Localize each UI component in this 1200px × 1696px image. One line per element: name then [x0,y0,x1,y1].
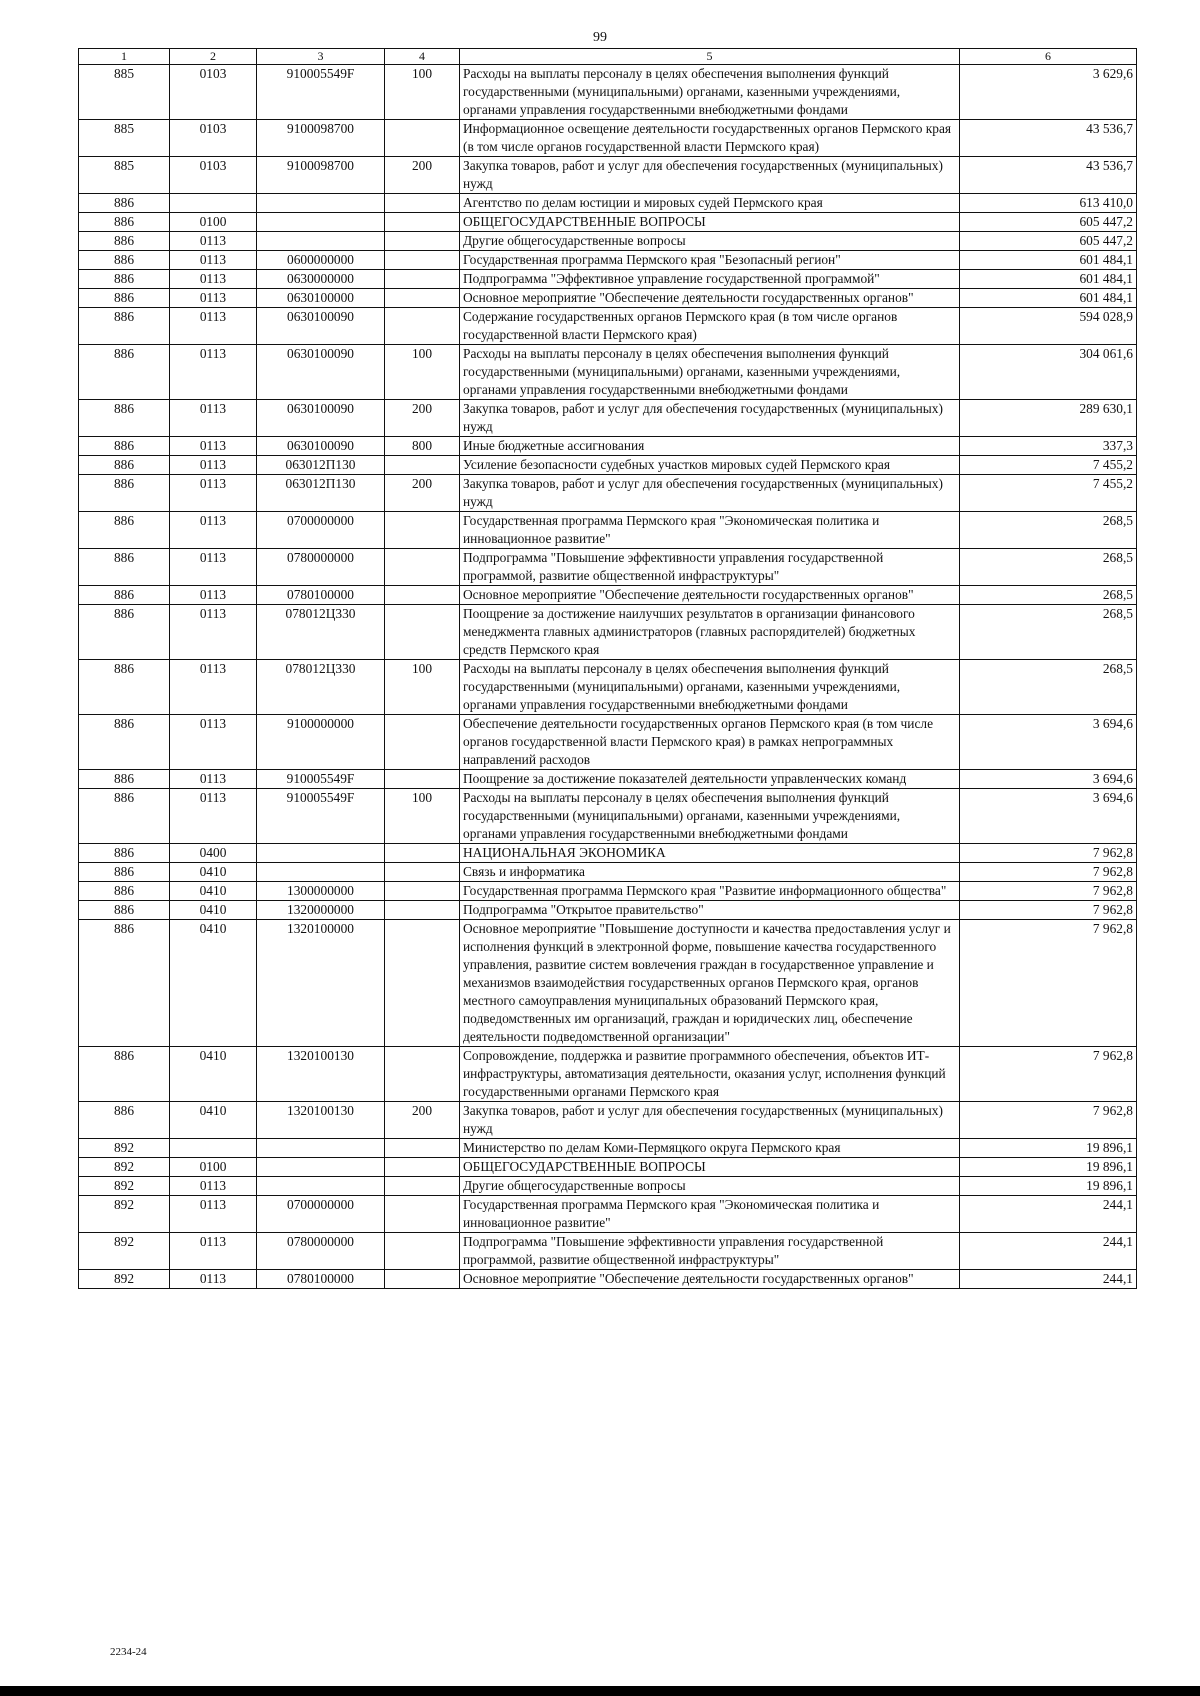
amount-cell: 7 962,8 [960,901,1137,920]
admin-code-cell: 886 [79,437,170,456]
amount-cell: 268,5 [960,660,1137,715]
expense-type-cell [385,270,460,289]
admin-code-cell: 892 [79,1158,170,1177]
amount-cell: 3 694,6 [960,715,1137,770]
description-cell: Основное мероприятие "Обеспечение деятельности государственных органов" [460,586,960,605]
admin-code-cell: 886 [79,586,170,605]
amount-cell: 7 962,8 [960,920,1137,1047]
table-row [79,308,1137,345]
expense-type-cell [385,882,460,901]
amount-cell: 7 962,8 [960,863,1137,882]
admin-code-cell: 886 [79,289,170,308]
table-row [79,251,1137,270]
description-cell: Агентство по делам юстиции и мировых судей Пермского края [460,194,960,213]
section-code-cell: 0103 [170,65,257,120]
amount-cell: 7 962,8 [960,1102,1137,1139]
amount-cell: 613 410,0 [960,194,1137,213]
description-cell: Государственная программа Пермского края "Безопасный регион" [460,251,960,270]
table-row [79,586,1137,605]
header-col-3: 3 [257,49,385,65]
section-code-cell: 0410 [170,901,257,920]
header-col-5: 5 [460,49,960,65]
admin-code-cell: 886 [79,308,170,345]
target-article-cell: 910005549F [257,789,385,844]
description-cell: Основное мероприятие "Обеспечение деятельности государственных органов" [460,1270,960,1289]
expense-type-cell [385,863,460,882]
target-article-cell: 0630100000 [257,289,385,308]
table-row [79,1196,1137,1233]
target-article-cell: 0700000000 [257,512,385,549]
table-row [79,120,1137,157]
section-code-cell: 0410 [170,863,257,882]
table-row [79,789,1137,844]
amount-cell: 605 447,2 [960,213,1137,232]
admin-code-cell: 892 [79,1196,170,1233]
amount-cell: 605 447,2 [960,232,1137,251]
admin-code-cell: 886 [79,1047,170,1102]
section-code-cell: 0113 [170,400,257,437]
description-cell: Закупка товаров, работ и услуг для обеспечения государственных (муниципальных) нужд [460,400,960,437]
description-cell: Государственная программа Пермского края "Экономическая политика и инновационное развитие" [460,512,960,549]
expense-type-cell: 200 [385,475,460,512]
amount-cell: 7 455,2 [960,456,1137,475]
admin-code-cell: 885 [79,120,170,157]
expense-type-cell [385,549,460,586]
table-row [79,512,1137,549]
expense-type-cell: 100 [385,660,460,715]
description-cell: Подпрограмма "Эффективное управление государственной программой" [460,270,960,289]
admin-code-cell: 886 [79,863,170,882]
expense-type-cell [385,1158,460,1177]
document-code: 2234-24 [110,1646,147,1658]
description-cell: Государственная программа Пермского края "Развитие информационного общества" [460,882,960,901]
admin-code-cell: 886 [79,605,170,660]
table-row [79,901,1137,920]
admin-code-cell: 886 [79,715,170,770]
target-article-cell [257,232,385,251]
target-article-cell: 0700000000 [257,1196,385,1233]
description-cell: Основное мероприятие "Обеспечение деятельности государственных органов" [460,289,960,308]
section-code-cell: 0113 [170,1233,257,1270]
description-cell: Расходы на выплаты персоналу в целях обеспечения выполнения функций государственными (муниципальными) органами, казенными учреждениями, органами управления государственными внебюджетными фондами [460,345,960,400]
table-row [79,863,1137,882]
admin-code-cell: 886 [79,213,170,232]
table-row [79,232,1137,251]
admin-code-cell: 886 [79,345,170,400]
expense-type-cell [385,232,460,251]
expense-type-cell [385,1177,460,1196]
description-cell: Закупка товаров, работ и услуг для обеспечения государственных (муниципальных) нужд [460,475,960,512]
target-article-cell: 9100098700 [257,157,385,194]
description-cell: Государственная программа Пермского края "Экономическая политика и инновационное развитие" [460,1196,960,1233]
admin-code-cell: 886 [79,789,170,844]
table-row [79,437,1137,456]
expense-type-cell [385,605,460,660]
target-article-cell: 0630100090 [257,308,385,345]
expense-type-cell [385,308,460,345]
page-number: 99 [593,30,607,45]
budget-table [78,48,1137,1289]
table-header-row [79,49,1137,65]
table-row [79,65,1137,120]
admin-code-cell: 886 [79,475,170,512]
admin-code-cell: 892 [79,1139,170,1158]
expense-type-cell [385,770,460,789]
admin-code-cell: 886 [79,194,170,213]
section-code-cell: 0113 [170,289,257,308]
target-article-cell: 910005549F [257,770,385,789]
target-article-cell [257,213,385,232]
expense-type-cell [385,844,460,863]
admin-code-cell: 886 [79,1102,170,1139]
section-code-cell: 0113 [170,770,257,789]
table-row [79,289,1137,308]
admin-code-cell: 886 [79,251,170,270]
target-article-cell: 0630100090 [257,437,385,456]
amount-cell: 244,1 [960,1270,1137,1289]
amount-cell: 3 694,6 [960,770,1137,789]
description-cell: Содержание государственных органов Пермского края (в том числе органов государственной власти Пермского края) [460,308,960,345]
table-row [79,1177,1137,1196]
table-row [79,715,1137,770]
table-row [79,270,1137,289]
target-article-cell [257,844,385,863]
amount-cell: 601 484,1 [960,270,1137,289]
amount-cell: 601 484,1 [960,289,1137,308]
expense-type-cell [385,901,460,920]
table-row [79,844,1137,863]
amount-cell: 601 484,1 [960,251,1137,270]
amount-cell: 19 896,1 [960,1139,1137,1158]
target-article-cell: 0630100090 [257,400,385,437]
section-code-cell: 0113 [170,1177,257,1196]
expense-type-cell: 800 [385,437,460,456]
section-code-cell: 0103 [170,157,257,194]
target-article-cell [257,1139,385,1158]
section-code-cell: 0113 [170,1270,257,1289]
amount-cell: 19 896,1 [960,1158,1137,1177]
description-cell: Иные бюджетные ассигнования [460,437,960,456]
section-code-cell: 0410 [170,920,257,1047]
table-row [79,1102,1137,1139]
target-article-cell [257,1158,385,1177]
target-article-cell: 0630100090 [257,345,385,400]
target-article-cell: 1300000000 [257,882,385,901]
expense-type-cell [385,1139,460,1158]
target-article-cell: 063012П130 [257,456,385,475]
table-row [79,400,1137,437]
target-article-cell: 0780000000 [257,549,385,586]
admin-code-cell: 885 [79,157,170,194]
expense-type-cell [385,213,460,232]
admin-code-cell: 886 [79,549,170,586]
section-code-cell: 0410 [170,882,257,901]
target-article-cell [257,194,385,213]
expense-type-cell [385,586,460,605]
description-cell: Усиление безопасности судебных участков мировых судей Пермского края [460,456,960,475]
expense-type-cell [385,1047,460,1102]
amount-cell: 244,1 [960,1233,1137,1270]
admin-code-cell: 886 [79,232,170,251]
header-col-2: 2 [170,49,257,65]
amount-cell: 337,3 [960,437,1137,456]
description-cell: Основное мероприятие "Повышение доступности и качества предоставления услуг и исполнения функций в электронной форме, повышение качества государственного управления, развитие систем вовлечения граждан в государственное управление и механизмов взаимодействия государственных органов Пермского края, органов местного самоуправления муниципальных образований Пермского края, подведомственных им организаций, граждан и юридических лиц, обеспечение деятельности подведомственной организации" [460,920,960,1047]
description-cell: Другие общегосударственные вопросы [460,232,960,251]
target-article-cell: 0780100000 [257,586,385,605]
scan-border [0,1686,1200,1696]
amount-cell: 43 536,7 [960,157,1137,194]
target-article-cell: 0630000000 [257,270,385,289]
description-cell: Подпрограмма "Повышение эффективности управления государственной программой, развитие общественной инфраструктуры" [460,549,960,586]
description-cell: Сопровождение, поддержка и развитие программного обеспечения, объектов ИТ-инфраструктуры, автоматизация деятельности, оказания услуг, исполнения функций государственными органами Пермского края [460,1047,960,1102]
expense-type-cell [385,251,460,270]
section-code-cell: 0113 [170,437,257,456]
admin-code-cell: 892 [79,1177,170,1196]
section-code-cell: 0113 [170,232,257,251]
expense-type-cell: 200 [385,400,460,437]
amount-cell: 594 028,9 [960,308,1137,345]
table-row [79,1158,1137,1177]
section-code-cell: 0113 [170,789,257,844]
table-row [79,157,1137,194]
header-col-1: 1 [79,49,170,65]
description-cell: Расходы на выплаты персоналу в целях обеспечения выполнения функций государственными (муниципальными) органами, казенными учреждениями, органами управления государственными внебюджетными фондами [460,789,960,844]
section-code-cell: 0410 [170,1102,257,1139]
amount-cell: 3 629,6 [960,65,1137,120]
target-article-cell: 1320100130 [257,1102,385,1139]
description-cell: Расходы на выплаты персоналу в целях обеспечения выполнения функций государственными (муниципальными) органами, казенными учреждениями, органами управления государственными внебюджетными фондами [460,65,960,120]
description-cell: Другие общегосударственные вопросы [460,1177,960,1196]
target-article-cell: 910005549F [257,65,385,120]
amount-cell: 244,1 [960,1196,1137,1233]
table-row [79,213,1137,232]
section-code-cell: 0113 [170,1196,257,1233]
target-article-cell: 078012Ц330 [257,660,385,715]
section-code-cell: 0113 [170,715,257,770]
description-cell: ОБЩЕГОСУДАРСТВЕННЫЕ ВОПРОСЫ [460,213,960,232]
table-row [79,1047,1137,1102]
description-cell: ОБЩЕГОСУДАРСТВЕННЫЕ ВОПРОСЫ [460,1158,960,1177]
section-code-cell: 0410 [170,1047,257,1102]
admin-code-cell: 886 [79,920,170,1047]
section-code-cell: 0113 [170,308,257,345]
description-cell: Закупка товаров, работ и услуг для обеспечения государственных (муниципальных) нужд [460,1102,960,1139]
admin-code-cell: 892 [79,1233,170,1270]
target-article-cell: 0780100000 [257,1270,385,1289]
section-code-cell: 0113 [170,586,257,605]
expense-type-cell: 200 [385,157,460,194]
expense-type-cell [385,512,460,549]
description-cell: Закупка товаров, работ и услуг для обеспечения государственных (муниципальных) нужд [460,157,960,194]
section-code-cell [170,1139,257,1158]
table-row [79,770,1137,789]
description-cell: Расходы на выплаты персоналу в целях обеспечения выполнения функций государственными (муниципальными) органами, казенными учреждениями, органами управления государственными внебюджетными фондами [460,660,960,715]
amount-cell: 19 896,1 [960,1177,1137,1196]
section-code-cell: 0113 [170,456,257,475]
amount-cell: 43 536,7 [960,120,1137,157]
amount-cell: 7 962,8 [960,844,1137,863]
table-row [79,1270,1137,1289]
target-article-cell: 078012Ц330 [257,605,385,660]
description-cell: Подпрограмма "Открытое правительство" [460,901,960,920]
amount-cell: 7 962,8 [960,1047,1137,1102]
description-cell: Министерство по делам Коми-Пермяцкого округа Пермского края [460,1139,960,1158]
amount-cell: 304 061,6 [960,345,1137,400]
admin-code-cell: 886 [79,901,170,920]
description-cell: Поощрение за достижение показателей деятельности управленческих команд [460,770,960,789]
amount-cell: 268,5 [960,512,1137,549]
table-row [79,920,1137,1047]
section-code-cell: 0100 [170,1158,257,1177]
section-code-cell: 0100 [170,213,257,232]
section-code-cell: 0113 [170,475,257,512]
table-row [79,475,1137,512]
admin-code-cell: 886 [79,770,170,789]
amount-cell: 3 694,6 [960,789,1137,844]
table-row [79,345,1137,400]
expense-type-cell: 200 [385,1102,460,1139]
section-code-cell: 0113 [170,270,257,289]
target-article-cell: 1320100000 [257,920,385,1047]
table-row [79,549,1137,586]
description-cell: НАЦИОНАЛЬНАЯ ЭКОНОМИКА [460,844,960,863]
admin-code-cell: 886 [79,660,170,715]
description-cell: Подпрограмма "Повышение эффективности управления государственной программой, развитие общественной инфраструктуры" [460,1233,960,1270]
section-code-cell: 0103 [170,120,257,157]
section-code-cell: 0113 [170,512,257,549]
admin-code-cell: 886 [79,512,170,549]
admin-code-cell: 886 [79,270,170,289]
amount-cell: 7 962,8 [960,882,1137,901]
description-cell: Информационное освещение деятельности государственных органов Пермского края (в том числе органов государственной власти Пермского края) [460,120,960,157]
admin-code-cell: 886 [79,882,170,901]
admin-code-cell: 892 [79,1270,170,1289]
section-code-cell: 0400 [170,844,257,863]
expense-type-cell: 100 [385,345,460,400]
target-article-cell: 1320000000 [257,901,385,920]
admin-code-cell: 886 [79,456,170,475]
admin-code-cell: 886 [79,400,170,437]
table-row [79,882,1137,901]
expense-type-cell: 100 [385,789,460,844]
amount-cell: 268,5 [960,605,1137,660]
section-code-cell: 0113 [170,549,257,586]
section-code-cell: 0113 [170,345,257,400]
expense-type-cell [385,920,460,1047]
amount-cell: 268,5 [960,586,1137,605]
expense-type-cell [385,120,460,157]
header-col-4: 4 [385,49,460,65]
target-article-cell [257,1177,385,1196]
target-article-cell: 0780000000 [257,1233,385,1270]
admin-code-cell: 885 [79,65,170,120]
target-article-cell: 1320100130 [257,1047,385,1102]
table-row [79,456,1137,475]
description-cell: Связь и информатика [460,863,960,882]
target-article-cell: 0600000000 [257,251,385,270]
target-article-cell: 9100098700 [257,120,385,157]
section-code-cell: 0113 [170,251,257,270]
description-cell: Поощрение за достижение наилучших результатов в организации финансового менеджмента главных администраторов (главных распорядителей) бюджетных средств Пермского края [460,605,960,660]
expense-type-cell [385,456,460,475]
expense-type-cell: 100 [385,65,460,120]
description-cell: Обеспечение деятельности государственных органов Пермского края (в том числе органов государственной власти Пермского края) в рамках непрограммных направлений расходов [460,715,960,770]
expense-type-cell [385,289,460,308]
expense-type-cell [385,1270,460,1289]
header-col-6: 6 [960,49,1137,65]
admin-code-cell: 886 [79,844,170,863]
target-article-cell: 063012П130 [257,475,385,512]
amount-cell: 268,5 [960,549,1137,586]
expense-type-cell [385,1233,460,1270]
section-code-cell: 0113 [170,605,257,660]
table-row [79,660,1137,715]
table-row [79,1233,1137,1270]
expense-type-cell [385,194,460,213]
table-row [79,605,1137,660]
table-row [79,1139,1137,1158]
section-code-cell: 0113 [170,660,257,715]
target-article-cell [257,863,385,882]
amount-cell: 289 630,1 [960,400,1137,437]
table-row [79,194,1137,213]
target-article-cell: 9100000000 [257,715,385,770]
section-code-cell [170,194,257,213]
expense-type-cell [385,1196,460,1233]
expense-type-cell [385,715,460,770]
amount-cell: 7 455,2 [960,475,1137,512]
